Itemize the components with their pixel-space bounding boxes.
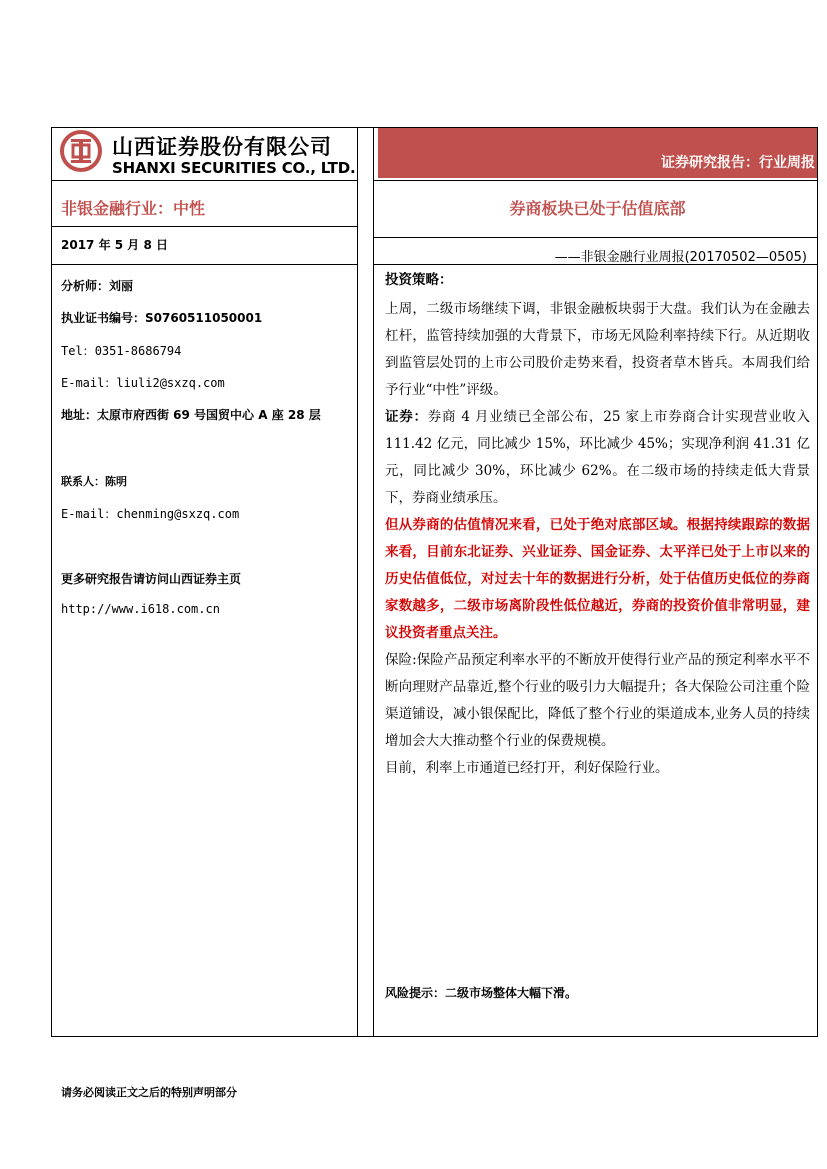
- strategy-heading: 投资策略：: [385, 272, 453, 288]
- paragraph-outlook: 目前，利率上市通道已经打开，利好保险行业。: [385, 760, 669, 776]
- paragraph-market: 上周，二级市场继续下调，非银金融板块弱于大盘。我们认为在金融去杠杆，监管持续加强的大背景下，市场无风险利率持续下行。从近期收到监管层处罚的上市公司股价走势来看，投资者草木皆兵。本周我们给予行业“中性”评级。: [385, 301, 810, 398]
- analyst-tel: [61, 342, 181, 359]
- logo-company-name-cn: 山西证券股份有限公司: [112, 135, 332, 159]
- cert-value: S0760511050001: [145, 311, 263, 325]
- email-link[interactable]: liuli2@sxzq.com: [116, 376, 225, 390]
- contact-email-label: E-mail：: [61, 507, 117, 521]
- divider: [51, 180, 358, 181]
- divider: [374, 180, 818, 181]
- report-title: 券商板块已处于估值底部: [509, 199, 686, 218]
- industry-rating: 非银金融行业：中性: [61, 199, 206, 218]
- divider: [51, 226, 358, 227]
- contact-email: [61, 505, 239, 522]
- company-address: 地址：太原市府西街 69 号国贸中心 A 座 28 层: [61, 408, 321, 422]
- tel-value: 0351-8686794: [94, 344, 182, 358]
- contact-email-link[interactable]: chenming@sxzq.com: [116, 507, 240, 521]
- analyst-email: [61, 374, 225, 391]
- paragraph-insurance: 保险:保险产品预定利率水平的不断放开使得行业产品的预定利率水平不断向理财产品靠近,整个行业的吸引力大幅提升；各大保险公司注重个险渠道铺设，减小银保配比，降低了整个行业的渠道成本,业务人员的持续增加会大大推动整个行业的保费规模。: [385, 652, 810, 749]
- logo-emblem-icon: [60, 130, 102, 172]
- report-subtitle: ——非银金融行业周报(20170502—0505): [554, 250, 807, 265]
- cert-number: [61, 309, 262, 326]
- more-reports-note: 更多研究报告请访问山西证券主页: [61, 572, 242, 586]
- contact-person: 联系人：陈明: [61, 475, 127, 488]
- divider: [374, 237, 818, 238]
- website-link[interactable]: http://www.i618.com.cn: [61, 602, 220, 616]
- report-type-label: 证券研究报告：行业周报: [661, 155, 815, 171]
- analyst-name: 分析师：刘丽: [61, 279, 134, 293]
- paragraph-securities: 证券：券商 4 月业绩已全部公布，25 家上市券商合计实现营业收入 111.42 亿元，同比减少 15%，环比减少 45%；实现净利润 41.31 亿元，同比减少 30%，环比减少 62%。在二级市场的持续走低大背景下，券商业绩承压。: [385, 409, 811, 506]
- tel-label: Tel：: [61, 344, 95, 358]
- footer-disclaimer: 请务必阅读正文之后的特别声明部分: [61, 1086, 237, 1099]
- logo-company-name-en: SHANXI SECURITIES CO., LTD.: [112, 159, 356, 177]
- divider: [51, 264, 358, 265]
- risk-warning: 风险提示：二级市场整体大幅下滑。: [385, 986, 578, 1000]
- report-body: [385, 296, 810, 782]
- paragraph-valuation-highlight: 但从券商的估值情况来看，已处于绝对底部区域。根据持续跟踪的数据来看，目前东北证券、兴业证券、国金证券、太平洋已处于上市以来的历史估值低位，对过去十年的数据进行分析，处于估值历史低位的券商家数越多，二级市场离阶段性低位越近，券商的投资价值非常明显，建议投资者重点关注。: [385, 517, 810, 641]
- cert-label: 执业证书编号：: [61, 311, 146, 325]
- report-date: 2017 年 5 月 8 日: [61, 238, 168, 252]
- securities-label: 证券：: [385, 409, 428, 425]
- email-label: E-mail：: [61, 376, 117, 390]
